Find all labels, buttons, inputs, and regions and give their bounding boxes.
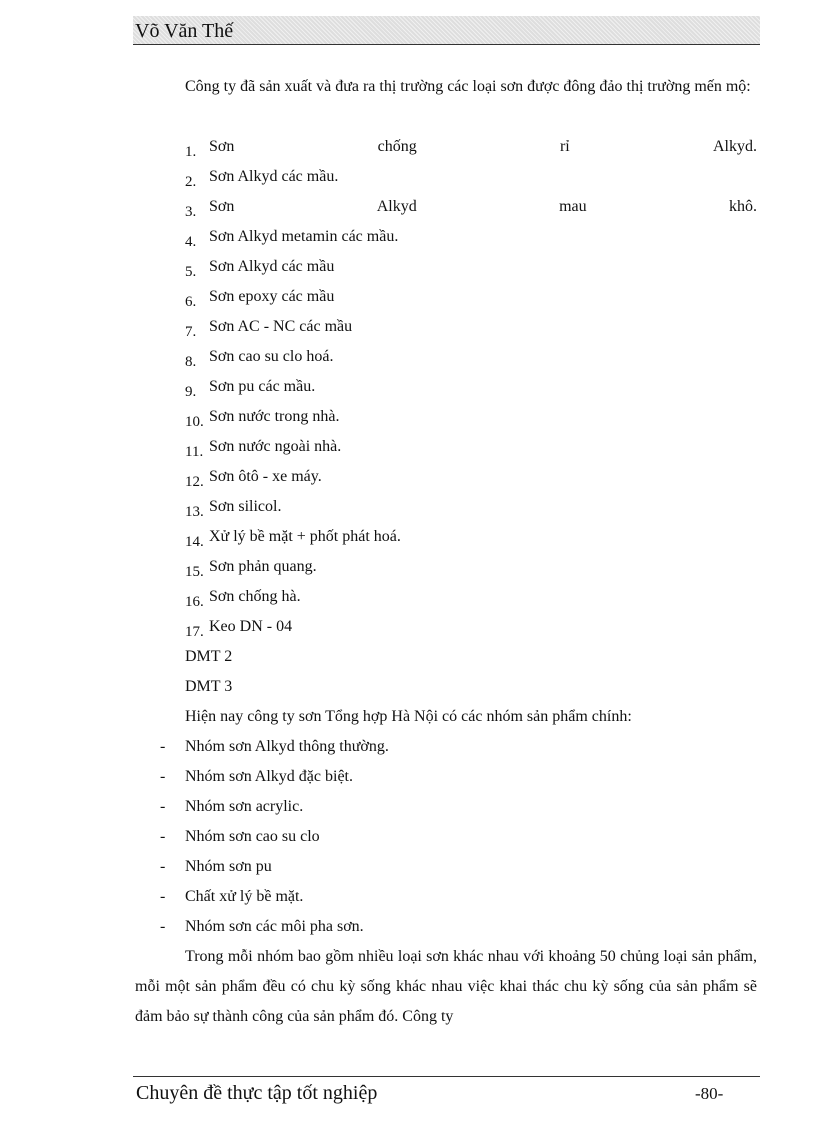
dash-list bbox=[135, 732, 757, 942]
dash-list-item bbox=[135, 792, 757, 822]
dash-item-text: Nhóm sơn pu bbox=[185, 858, 272, 875]
list-text: Sơn silicol. bbox=[209, 498, 282, 515]
list-item bbox=[185, 522, 757, 552]
list-item bbox=[185, 282, 757, 312]
word: khô. bbox=[728, 198, 757, 215]
page-number: -80- bbox=[695, 1084, 724, 1103]
list-item bbox=[185, 342, 757, 372]
list-text: Sơn cao su clo hoá. bbox=[209, 348, 334, 365]
word: rỉ bbox=[559, 138, 570, 155]
list-item bbox=[185, 132, 757, 162]
dash-list-item bbox=[135, 732, 757, 762]
list-number: 1. bbox=[185, 144, 197, 160]
list-item bbox=[185, 372, 757, 402]
list-item bbox=[185, 192, 757, 222]
list-number: 3. bbox=[185, 204, 197, 220]
dash-item-text: Nhóm sơn Alkyd thông thường. bbox=[185, 738, 389, 755]
list-number: 11. bbox=[185, 444, 204, 460]
list-number: 7. bbox=[185, 324, 197, 340]
list-text: Keo DN - 04 bbox=[209, 618, 293, 635]
numbered-list bbox=[135, 132, 757, 642]
list-item bbox=[185, 462, 757, 492]
dash-marker: - bbox=[160, 828, 166, 845]
list-item bbox=[185, 312, 757, 342]
page-header bbox=[133, 16, 760, 45]
list-item bbox=[185, 582, 757, 612]
list-item bbox=[185, 492, 757, 522]
list-text: Sơn ôtô - xe máy. bbox=[209, 468, 322, 485]
list-number: 15. bbox=[185, 564, 204, 580]
list-number: 14. bbox=[185, 534, 204, 550]
list-number: 8. bbox=[185, 354, 197, 370]
dash-item-text: Chất xử lý bề mặt. bbox=[185, 888, 304, 905]
word: Alkyd bbox=[376, 198, 417, 215]
dash-marker: - bbox=[160, 918, 166, 935]
list-number: 5. bbox=[185, 264, 197, 280]
list-text: Sơn nước ngoài nhà. bbox=[209, 438, 342, 455]
closing-paragraph: Trong mỗi nhóm bao gồm nhiều loại sơn khác nhau với khoảng 50 chủng loại sản phẩm, mỗi một sản phẩm đều có chu kỳ sống khác nhau việc khai thác chu kỳ sống của sản phẩm sẽ đảm bảo sự thành công của sản phẩm đó. Công ty bbox=[135, 948, 757, 1025]
list-number: 10. bbox=[185, 414, 204, 430]
list-text: Sơn pu các mầu. bbox=[209, 378, 316, 395]
dash-marker: - bbox=[160, 738, 166, 755]
list-item bbox=[185, 432, 757, 462]
list-number: 13. bbox=[185, 504, 204, 520]
dash-list-item bbox=[135, 822, 757, 852]
footer-divider bbox=[133, 1076, 760, 1077]
list-text bbox=[209, 132, 757, 162]
list-text: Sơn phản quang. bbox=[209, 558, 317, 575]
list-number: 12. bbox=[185, 474, 204, 490]
list-text: Sơn Alkyd các mầu bbox=[209, 258, 335, 275]
list-text bbox=[209, 192, 757, 222]
list-number: 16. bbox=[185, 594, 204, 610]
dash-list-item bbox=[135, 762, 757, 792]
dash-list-item bbox=[135, 852, 757, 882]
dash-marker: - bbox=[160, 798, 166, 815]
dash-marker: - bbox=[160, 888, 166, 905]
word: Sơn bbox=[209, 138, 235, 155]
list-number: 2. bbox=[185, 174, 197, 190]
list-text: Sơn Alkyd metamin các mầu. bbox=[209, 228, 399, 245]
list-item bbox=[185, 162, 757, 192]
dash-item-text: Nhóm sơn Alkyd đặc biệt. bbox=[185, 768, 353, 785]
list-text: Sơn nước trong nhà. bbox=[209, 408, 340, 425]
list-number: 6. bbox=[185, 294, 197, 310]
groups-intro: Hiện nay công ty sơn Tổng hợp Hà Nội có các nhóm sản phẩm chính: bbox=[185, 708, 632, 725]
dash-marker: - bbox=[160, 858, 166, 875]
dash-item-text: Nhóm sơn acrylic. bbox=[185, 798, 304, 815]
dash-list-item bbox=[135, 882, 757, 912]
list-number: 17. bbox=[185, 624, 204, 640]
intro-paragraph: Công ty đã sản xuất và đưa ra thị trường các loại sơn được đông đảo thị trường mến mộ: bbox=[185, 78, 751, 95]
list-number: 9. bbox=[185, 384, 197, 400]
extra-item: DMT 3 bbox=[185, 678, 233, 695]
list-text: Sơn Alkyd các mầu. bbox=[209, 168, 339, 185]
list-item bbox=[185, 402, 757, 432]
list-number: 4. bbox=[185, 234, 197, 250]
word: mau bbox=[559, 198, 587, 215]
list-item bbox=[185, 612, 757, 642]
extra-item: DMT 2 bbox=[185, 648, 233, 665]
dash-item-text: Nhóm sơn các môi pha sơn. bbox=[185, 918, 364, 935]
dash-item-text: Nhóm sơn cao su clo bbox=[185, 828, 320, 845]
list-item bbox=[185, 252, 757, 282]
footer-title: Chuyên đề thực tập tốt nghiệp bbox=[136, 1082, 378, 1104]
list-item bbox=[185, 552, 757, 582]
document-body bbox=[135, 72, 757, 1032]
list-item bbox=[185, 222, 757, 252]
word: Alkyd. bbox=[713, 138, 757, 155]
dash-marker: - bbox=[160, 768, 166, 785]
list-text: Sơn AC - NC các mầu bbox=[209, 318, 353, 335]
header-author: Võ Văn Thế bbox=[135, 20, 234, 42]
list-text: Xử lý bề mặt + phốt phát hoá. bbox=[209, 528, 401, 545]
word: Sơn bbox=[209, 198, 235, 215]
list-text: Sơn epoxy các mầu bbox=[209, 288, 335, 305]
dash-list-item bbox=[135, 912, 757, 942]
list-text: Sơn chống hà. bbox=[209, 588, 301, 605]
word: chống bbox=[377, 138, 417, 155]
